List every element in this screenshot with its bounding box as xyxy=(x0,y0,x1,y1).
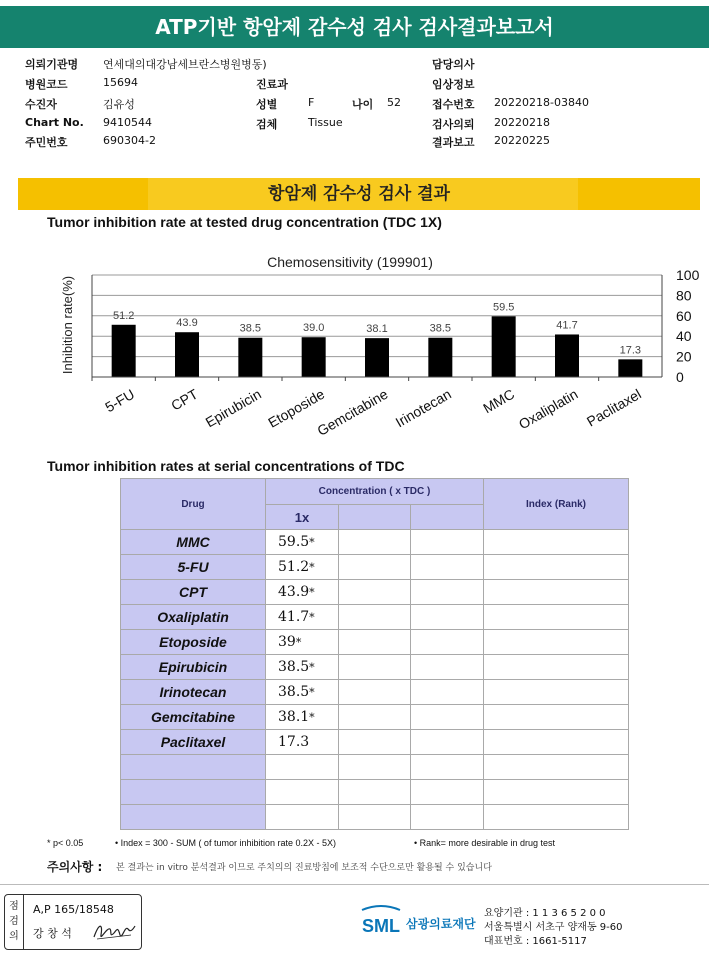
stamp-side-label: 점검의 xyxy=(9,901,19,942)
inhibition-value-cell xyxy=(266,755,339,780)
chart-title: Chemosensitivity (199901) xyxy=(267,254,433,270)
chart-y-tick-label: 60 xyxy=(676,307,692,324)
specimen-label: 검체 xyxy=(256,118,278,131)
results-banner xyxy=(18,178,700,210)
inhibition-value-cell xyxy=(266,655,339,680)
chart-data-label: 38.5 xyxy=(239,322,262,335)
sex-label: 성별 xyxy=(256,98,278,111)
requesting-institution-value: 연세대의대강남세브란스병원병동) xyxy=(103,58,267,71)
department-label: 진료과 xyxy=(256,78,288,91)
concentration-blank-cell xyxy=(411,530,484,555)
drug-name-cell: MMC xyxy=(121,530,266,555)
concentration-blank-header xyxy=(339,505,411,530)
concentration-blank-cell xyxy=(339,555,411,580)
inhibition-value: 38.5 xyxy=(278,684,310,700)
inhibition-value-cell xyxy=(266,530,339,555)
significance-mark: * xyxy=(309,586,315,599)
chart-x-tick-label: Oxaliplatin xyxy=(515,385,581,433)
chemosensitivity-chart xyxy=(50,245,700,445)
footer-divider xyxy=(0,884,709,885)
chart-bar xyxy=(365,338,389,377)
results-table xyxy=(120,478,629,830)
request-date-label: 검사의뢰 xyxy=(432,118,475,131)
concentration-blank-cell xyxy=(411,755,484,780)
chart-bar xyxy=(555,334,579,377)
index-rank-cell xyxy=(484,780,629,805)
stamp-code: A,P 165/18548 xyxy=(33,903,114,916)
index-rank-cell xyxy=(484,530,629,555)
drug-name-cell xyxy=(121,755,266,780)
caution-label: 주의사항 : xyxy=(47,860,103,874)
concentration-blank-cell xyxy=(339,605,411,630)
concentration-blank-cell xyxy=(339,580,411,605)
inhibition-value-cell xyxy=(266,580,339,605)
index-rank-cell xyxy=(484,630,629,655)
significance-mark: * xyxy=(309,561,315,574)
inhibition-value: 43.9 xyxy=(278,584,310,600)
chart-x-tick-label: Epirubicin xyxy=(202,385,264,431)
drug-column-header: Drug xyxy=(121,479,266,530)
inhibition-value: 41.7 xyxy=(278,609,310,625)
significance-mark: * xyxy=(309,661,315,674)
table-row xyxy=(121,755,629,780)
chart-x-tick-label: CPT xyxy=(168,385,201,414)
index-rank-cell xyxy=(484,755,629,780)
section-title-tdc: Tumor inhibition rate at tested drug concentration (TDC 1X) xyxy=(47,214,442,230)
chart-y-tick-label: 20 xyxy=(676,348,692,365)
inhibition-value: 51.2 xyxy=(278,559,310,575)
concentration-blank-cell xyxy=(339,755,411,780)
drug-name-cell: CPT xyxy=(121,580,266,605)
table-row xyxy=(121,680,629,705)
chart-data-label: 39.0 xyxy=(302,322,325,335)
index-rank-cell xyxy=(484,655,629,680)
table-row xyxy=(121,805,629,830)
report-date-label: 결과보고 xyxy=(432,136,475,149)
index-rank-cell xyxy=(484,730,629,755)
chart-data-label: 38.5 xyxy=(429,322,452,335)
significance-mark: * xyxy=(295,636,302,649)
drug-name-cell: Paclitaxel xyxy=(121,730,266,755)
index-rank-cell xyxy=(484,580,629,605)
drug-name-cell: Oxaliplatin xyxy=(121,605,266,630)
chart-bar xyxy=(492,316,516,377)
signature-icon xyxy=(91,921,137,943)
pvalue-footnote: * p< 0.05 xyxy=(47,838,84,848)
concentration-blank-cell xyxy=(411,605,484,630)
inhibition-value-cell xyxy=(266,630,339,655)
table-row xyxy=(121,780,629,805)
inhibition-value-cell xyxy=(266,805,339,830)
drug-name-cell: Gemcitabine xyxy=(121,705,266,730)
report-title: ATP기반 항암제 감수성 검사 검사결과보고서 xyxy=(0,6,709,48)
drug-name-cell: Etoposide xyxy=(121,630,266,655)
sml-logo-icon xyxy=(358,904,404,938)
agency-number: 요양기관 : 1 1 3 6 5 2 0 0 xyxy=(484,908,606,919)
chart-data-label: 59.5 xyxy=(492,301,515,314)
table-row xyxy=(121,655,629,680)
stamp-inspector-name: 강 창 석 xyxy=(33,927,72,940)
concentration-blank-cell xyxy=(339,530,411,555)
caution-text: 본 결과는 in vitro 분석결과 이므로 주치의의 진료방침에 보조적 수단으로만 활용될 수 있습니다 xyxy=(116,863,492,873)
chart-x-tick-label: Irinotecan xyxy=(392,385,454,431)
inhibition-value-cell xyxy=(266,605,339,630)
rank-footnote: • Rank= more desirable in drug test xyxy=(414,838,555,848)
institution-phone: 대표번호 : 1661-5117 xyxy=(484,936,587,947)
index-rank-cell xyxy=(484,705,629,730)
inhibition-value-cell xyxy=(266,680,339,705)
hospital-code-value: 15694 xyxy=(103,76,138,89)
chart-data-label: 17.3 xyxy=(619,344,642,357)
chart-y-tick-label: 100 xyxy=(676,267,700,283)
chart-x-tick-label: Etoposide xyxy=(265,385,328,431)
clinical-info-label: 임상정보 xyxy=(432,78,475,91)
chart-data-label: 51.2 xyxy=(112,309,135,322)
table-row xyxy=(121,580,629,605)
significance-mark: * xyxy=(309,711,315,724)
inhibition-value-cell xyxy=(266,555,339,580)
hospital-code-label: 병원코드 xyxy=(25,78,68,91)
section-title-serial: Tumor inhibition rates at serial concentrations of TDC xyxy=(47,458,405,474)
banner-title: 항암제 감수성 검사 결과 xyxy=(268,184,450,204)
concentration-blank-cell xyxy=(411,655,484,680)
inhibition-value-cell xyxy=(266,705,339,730)
index-footnote: • Index = 300 - SUM ( of tumor inhibition rate 0.2X - 5X) xyxy=(115,838,337,848)
resident-no-label: 주민번호 xyxy=(25,136,68,149)
concentration-blank-cell xyxy=(411,630,484,655)
age-value: 52 xyxy=(387,96,401,109)
table-row xyxy=(121,705,629,730)
requesting-institution-label: 의뢰기관명 xyxy=(25,58,79,71)
patient-name-value: 김유성 xyxy=(103,98,135,111)
concentration-column-header: Concentration ( x TDC ) xyxy=(266,479,484,505)
inspector-stamp xyxy=(4,894,142,950)
institution-name: 삼광의료재단 xyxy=(406,917,476,931)
concentration-blank-cell xyxy=(339,780,411,805)
significance-mark: * xyxy=(309,536,315,549)
chart-x-tick-label: Gemcitabine xyxy=(314,385,391,439)
significance-mark: * xyxy=(309,611,315,624)
drug-name-cell: Epirubicin xyxy=(121,655,266,680)
chart-y-tick-label: 40 xyxy=(676,328,692,345)
inhibition-value-cell xyxy=(266,730,339,755)
concentration-blank-cell xyxy=(411,805,484,830)
resident-no-value: 690304-2 xyxy=(103,134,156,147)
inhibition-value: 38.5 xyxy=(278,659,310,675)
concentration-blank-cell xyxy=(339,705,411,730)
chart-bar xyxy=(112,325,136,377)
table-row xyxy=(121,530,629,555)
chart-y-tick-label: 0 xyxy=(676,369,684,385)
inhibition-value: 38.1 xyxy=(278,709,310,725)
concentration-blank-header xyxy=(411,505,484,530)
chart-bar xyxy=(428,338,452,377)
table-row xyxy=(121,555,629,580)
concentration-blank-cell xyxy=(411,705,484,730)
index-rank-cell xyxy=(484,555,629,580)
chart-data-label: 43.9 xyxy=(176,317,198,330)
patient-name-label: 수진자 xyxy=(25,98,57,111)
drug-name-cell xyxy=(121,805,266,830)
institution-address: 서울특별시 서초구 양재동 9-60 xyxy=(484,922,623,933)
concentration-1x-header: 1x xyxy=(266,505,339,530)
index-rank-cell xyxy=(484,680,629,705)
significance-mark: * xyxy=(309,686,315,699)
age-label: 나이 xyxy=(352,98,374,111)
chart-data-label: 38.1 xyxy=(366,323,388,336)
concentration-blank-cell xyxy=(339,630,411,655)
inhibition-value: 59.5 xyxy=(278,534,310,550)
inhibition-value: 39 xyxy=(278,634,296,650)
concentration-blank-cell xyxy=(411,580,484,605)
sex-value: F xyxy=(308,96,315,109)
drug-name-cell: 5-FU xyxy=(121,555,266,580)
concentration-blank-cell xyxy=(411,780,484,805)
concentration-blank-cell xyxy=(411,730,484,755)
accession-no-value: 20220218-03840 xyxy=(494,96,589,109)
chart-no-value: 9410544 xyxy=(103,116,152,129)
chart-no-label: Chart No. xyxy=(25,116,84,129)
attending-physician-label: 담당의사 xyxy=(432,58,475,71)
request-date-value: 20220218 xyxy=(494,116,550,129)
chart-bar xyxy=(238,338,262,377)
concentration-blank-cell xyxy=(339,655,411,680)
concentration-blank-cell xyxy=(411,680,484,705)
chart-bar xyxy=(618,359,642,377)
concentration-blank-cell xyxy=(339,680,411,705)
index-rank-cell xyxy=(484,805,629,830)
chart-x-tick-label: Paclitaxel xyxy=(583,385,644,430)
concentration-blank-cell xyxy=(339,805,411,830)
chart-bar xyxy=(175,332,199,377)
table-row xyxy=(121,730,629,755)
report-date-value: 20220225 xyxy=(494,134,550,147)
sml-logo-text: SML xyxy=(362,916,400,936)
chart-x-tick-label: MMC xyxy=(480,385,518,417)
specimen-value: Tissue xyxy=(308,116,343,129)
inhibition-value-cell xyxy=(266,780,339,805)
chart-data-label: 41.7 xyxy=(556,319,578,332)
drug-name-cell xyxy=(121,780,266,805)
inhibition-value: 17.3 xyxy=(278,734,310,750)
index-rank-column-header: Index (Rank) xyxy=(484,479,629,530)
chart-bar xyxy=(302,337,326,377)
chart-y-axis-label: Inhibition rate(%) xyxy=(60,275,75,375)
table-row xyxy=(121,605,629,630)
drug-name-cell: Irinotecan xyxy=(121,680,266,705)
accession-no-label: 접수번호 xyxy=(432,98,475,111)
chart-bars xyxy=(112,301,643,377)
concentration-blank-cell xyxy=(411,555,484,580)
index-rank-cell xyxy=(484,605,629,630)
table-row xyxy=(121,630,629,655)
concentration-blank-cell xyxy=(339,730,411,755)
chart-y-tick-label: 80 xyxy=(676,287,692,304)
chart-x-tick-label: 5-FU xyxy=(102,385,138,416)
